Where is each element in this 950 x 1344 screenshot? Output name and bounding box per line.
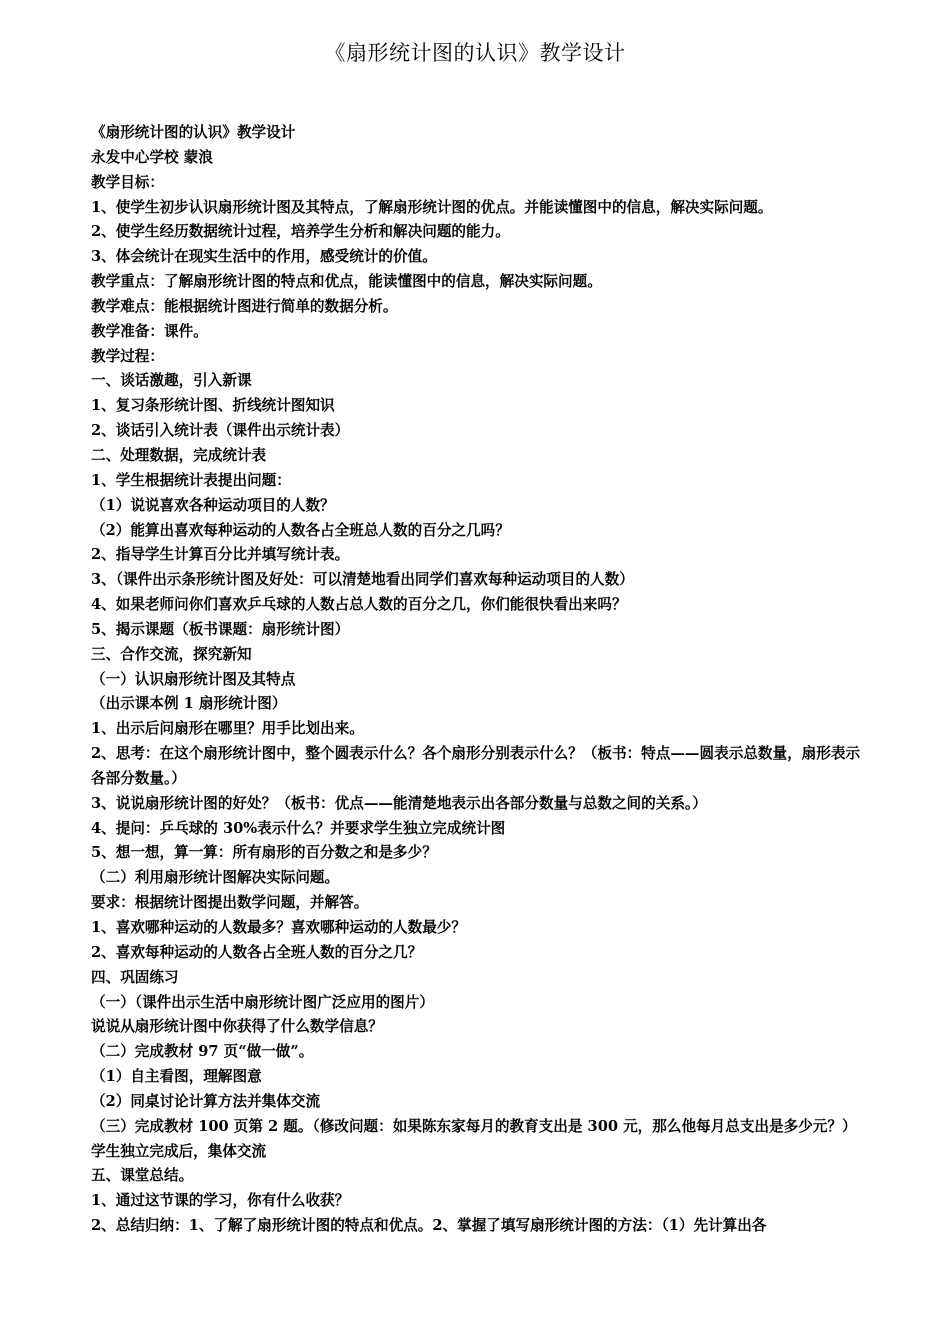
text-line: 1、学生根据统计表提出问题： [91, 471, 291, 489]
text-line: 1、喜欢哪种运动的人数最多？喜欢哪种运动的人数最少？ [91, 919, 467, 936]
section-heading: 三、合作交流，探究新知 [91, 645, 252, 663]
text-line: 2、总结归纳：1、了解了扇形统计图的特点和优点。2、掌握了填写扇形统计图的方法：（1）先计算出各 [91, 1217, 767, 1235]
text-line: 4、提问：乒乓球的 30%表示什么？并要求学生独立完成统计图 [91, 819, 506, 837]
text-line: 教学难点：能根据统计图进行简单的数据分析。 [91, 297, 398, 315]
text-line: 1、通过这节课的学习，你有什么收获？ [91, 1192, 350, 1210]
section-heading: 教学过程： [91, 347, 164, 365]
text-line: 1、使学生初步认识扇形统计图及其特点，了解扇形统计图的优点。并能读懂图中的信息，解决实际问题。 [91, 198, 773, 216]
text-line: 1、出示后问扇形在哪里？用手比划出来。 [91, 720, 364, 738]
text-line: （1）说说喜欢各种运动项目的人数？ [91, 496, 335, 514]
section-heading: 一、谈话激趣，引入新课 [91, 372, 252, 390]
text-line: 要求：根据统计图提出数学问题，并解答。 [91, 894, 369, 912]
document-title: 《扇形统计图的认识》教学设计 [324, 41, 626, 65]
text-line: 教学准备：课件。 [91, 322, 208, 340]
text-line: （2）能算出喜欢每种运动的人数各占全班总人数的百分之几吗？ [91, 521, 510, 539]
text-line: 4、如果老师问你们喜欢乒乓球的人数占总人数的百分之几，你们能很快看出来吗？ [91, 596, 627, 614]
section-heading: 五、课堂总结。 [91, 1167, 194, 1185]
text-line: （一）认识扇形统计图及其特点 [91, 670, 296, 688]
text-line: 2、喜欢每种运动的人数各占全班人数的百分之几？ [91, 943, 423, 961]
author-line: 永发中心学校 蒙浪 [91, 148, 213, 166]
text-line: 2、指导学生计算百分比并填写统计表。 [91, 546, 350, 564]
text-paragraph: （三）完成教材 100 页第 2 题。（修改问题：如果陈东家每月的教育支出是 300 元，那么他每月总支出是多少元？） [91, 1117, 857, 1135]
text-line: （1）自主看图，理解图意 [91, 1068, 262, 1086]
text-paragraph: 2、思考：在这个扇形统计图中，整个圆表示什么？各个扇形分别表示什么？（板书：特点——圆表示总数量，扇形表示各部分数量。） [91, 745, 861, 787]
text-line: 2、使学生经历数据统计过程，培养学生分析和解决问题的能力。 [91, 223, 510, 241]
text-line: 1、复习条形统计图、折线统计图知识 [91, 397, 335, 415]
text-line: （出示课本例 1 扇形统计图） [91, 695, 287, 713]
text-line: 3、说说扇形统计图的好处？（板书：优点——能清楚地表示出各部分数量与总数之间的关系。） [91, 794, 707, 812]
text-line: 3、（课件出示条形统计图及好处：可以清楚地看出同学们喜欢每种运动项目的人数） [91, 571, 634, 589]
text-line: 说说从扇形统计图中你获得了什么数学信息？ [91, 1018, 383, 1036]
text-line: 5、揭示课题（板书课题：扇形统计图） [91, 620, 350, 638]
text-line: （2）同桌讨论计算方法并集体交流 [91, 1092, 321, 1110]
text-line: 5、想一想，算一算：所有扇形的百分数之和是多少？ [91, 844, 437, 862]
text-line: 2、谈话引入统计表（课件出示统计表） [91, 422, 350, 440]
subtitle-line: 《扇形统计图的认识》教学设计 [91, 124, 296, 141]
text-line: 3、体会统计在现实生活中的作用，感受统计的价值。 [91, 248, 437, 266]
document-body [91, 121, 871, 1239]
text-line: （一）（课件出示生活中扇形统计图广泛应用的图片） [91, 993, 434, 1011]
text-line: （二）利用扇形统计图解决实际问题。 [91, 869, 340, 887]
text-line: （二）完成教材 97 页“做一做”。 [91, 1043, 314, 1061]
section-heading: 教学目标： [91, 173, 164, 191]
section-heading: 二、处理数据，完成统计表 [91, 446, 267, 464]
text-line: 学生独立完成后，集体交流 [91, 1142, 267, 1160]
section-heading: 四、巩固练习 [91, 968, 179, 986]
text-line: 教学重点：了解扇形统计图的特点和优点，能读懂图中的信息，解决实际问题。 [91, 273, 602, 291]
